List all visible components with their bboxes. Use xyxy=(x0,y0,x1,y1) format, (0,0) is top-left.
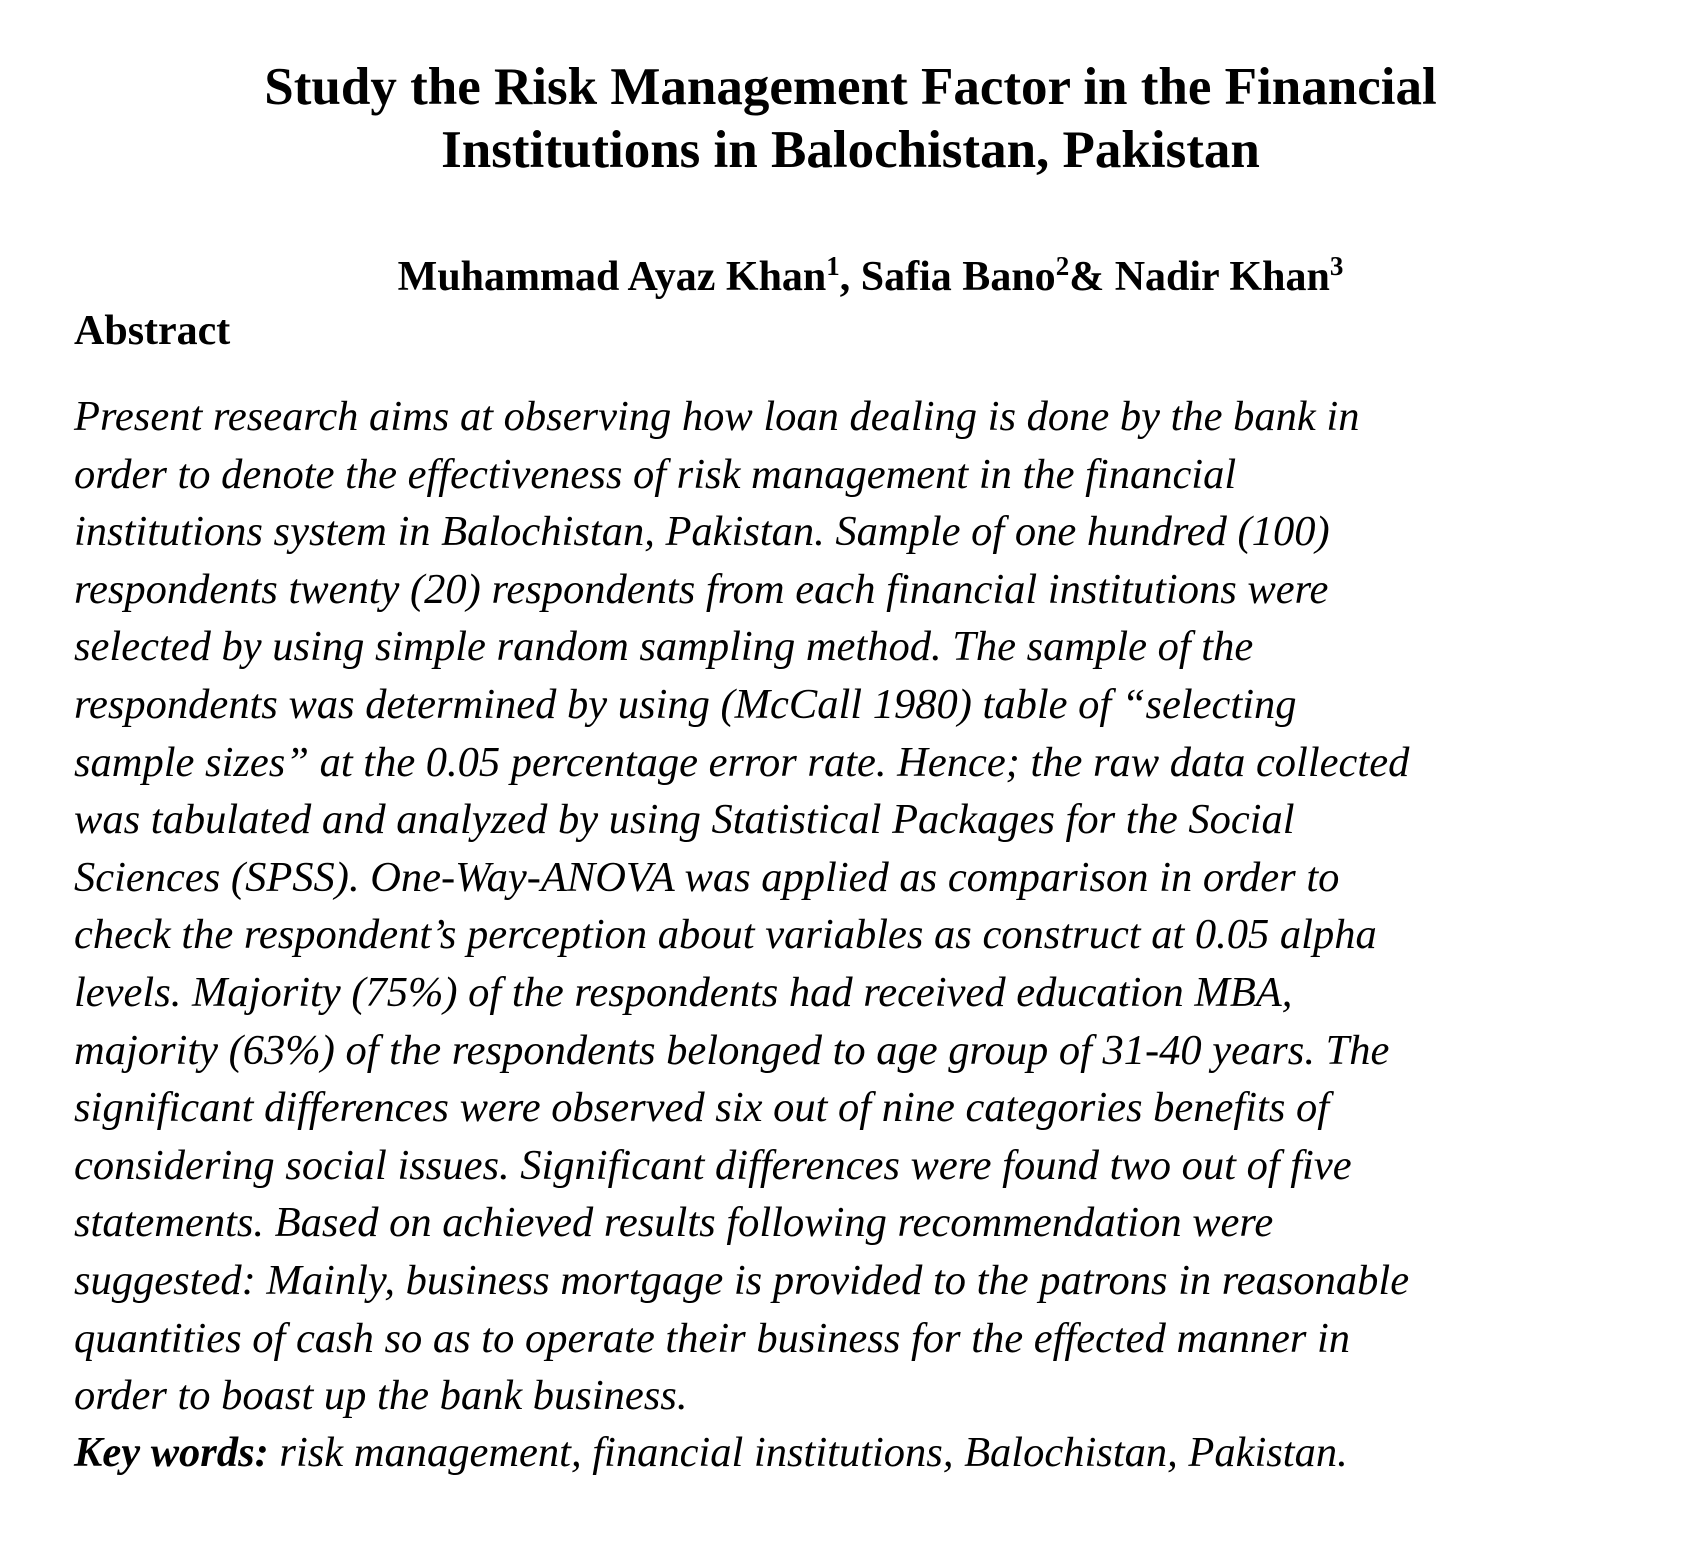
author-separator: , xyxy=(839,254,861,300)
abstract-line: order to denote the effectiveness of risk management in the financial xyxy=(74,450,1237,498)
author-name: Nadir Khan xyxy=(1114,254,1330,300)
affiliation-mark: 1 xyxy=(826,251,840,281)
abstract-line: order to boast up the bank business. xyxy=(74,1372,688,1420)
author-name: Safia Bano xyxy=(860,254,1056,300)
author-line xyxy=(0,252,1701,306)
abstract-line: significant differences were observed six out of nine categories benefits of xyxy=(74,1084,1330,1132)
abstract-line: levels. Majority (75%) of the respondents had received education MBA, xyxy=(74,968,1293,1016)
abstract-heading: Abstract xyxy=(74,308,231,354)
abstract-line: check the respondent’s perception about variables as construct at 0.05 alpha xyxy=(74,911,1377,959)
abstract-line: Sciences (SPSS). One-Way-ANOVA was applied as comparison in order to xyxy=(74,853,1340,901)
keywords xyxy=(74,1424,1348,1481)
abstract-line: considering social issues. Significant differences were found two out of five xyxy=(74,1141,1352,1189)
author-name: Muhammad Ayaz Khan xyxy=(397,254,827,300)
keywords-list: risk management, financial institutions, Balochistan, Pakistan. xyxy=(268,1429,1348,1476)
paper-title xyxy=(0,56,1701,182)
abstract-body xyxy=(74,388,1637,1425)
abstract-line: suggested: Mainly, business mortgage is provided to the patrons in reasonable xyxy=(74,1256,1410,1304)
abstract-line: majority (63%) of the respondents belonged to age group of 31-40 years. The xyxy=(74,1026,1390,1074)
affiliation-mark: 2 xyxy=(1055,251,1070,281)
abstract-line: selected by using simple random sampling method. The sample of the xyxy=(74,623,1254,671)
title-line: Institutions in Balochistan, Pakistan xyxy=(441,121,1260,179)
abstract-line: statements. Based on achieved results following recommendation were xyxy=(74,1199,1274,1247)
abstract-line: respondents was determined by using (McCall 1980) table of “selecting xyxy=(74,680,1297,728)
abstract-line: sample sizes” at the 0.05 percentage error rate. Hence; the raw data collected xyxy=(74,738,1410,786)
abstract-line: respondents twenty (20) respondents from each financial institutions were xyxy=(74,565,1329,613)
author-separator: & xyxy=(1069,254,1115,300)
keywords-label: Key words: xyxy=(74,1429,269,1476)
abstract-line: quantities of cash so as to operate their business for the effected manner in xyxy=(74,1314,1351,1362)
affiliation-mark: 3 xyxy=(1329,251,1344,281)
abstract-line: Present research aims at observing how loan dealing is done by the bank in xyxy=(74,393,1360,440)
title-line: Study the Risk Management Factor in the Financial xyxy=(264,58,1437,116)
abstract-line: institutions system in Balochistan, Pakistan. Sample of one hundred (100) xyxy=(74,508,1330,556)
abstract-line: was tabulated and analyzed by using Statistical Packages for the Social xyxy=(74,796,1295,844)
